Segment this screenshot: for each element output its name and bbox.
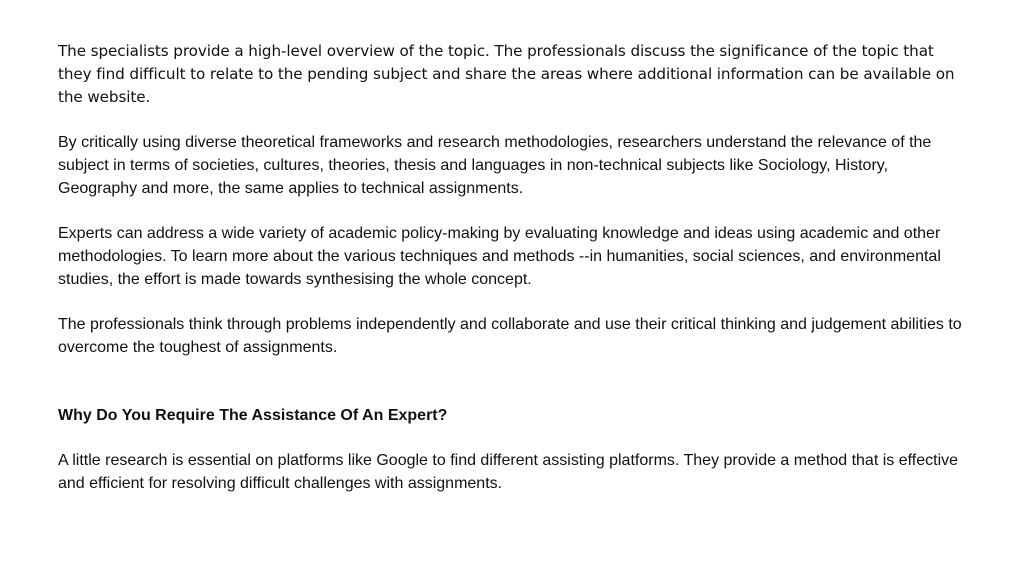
closing-paragraph: A little research is essential on platforms like Google to find different assisting platforms. They provide a method that is effective and efficient for resolving difficult challenges with assignments. [58, 452, 959, 492]
frameworks-paragraph: By critically using diverse theoretical frameworks and research methodologies, researchers understand the relevance of the subject in terms of societies, cultures, theories, thesis and languages in non-technical subjects like Sociology, History, Geography and more, the same applies to technical assignments. [58, 134, 932, 197]
professionals-paragraph: The professionals think through problems independently and collaborate and use their critical thinking and judgement abilities to overcome the toughest of assignments. [58, 316, 962, 356]
section-heading: Why Do You Require The Assistance Of An Expert? [58, 407, 448, 424]
experts-paragraph: Experts can address a wide variety of academic policy-making by evaluating knowledge and ideas using academic and other methodologies. To learn more about the various techniques and methods --in humanities, social sciences, and environmental studies, the effort is made towards synthesising the whole concept. [58, 225, 941, 288]
intro-paragraph: The specialists provide a high-level overview of the topic. The professionals discuss the significance of the topic that they find difficult to relate to the pending subject and share the areas where additional information can be available on the website. [58, 42, 955, 106]
